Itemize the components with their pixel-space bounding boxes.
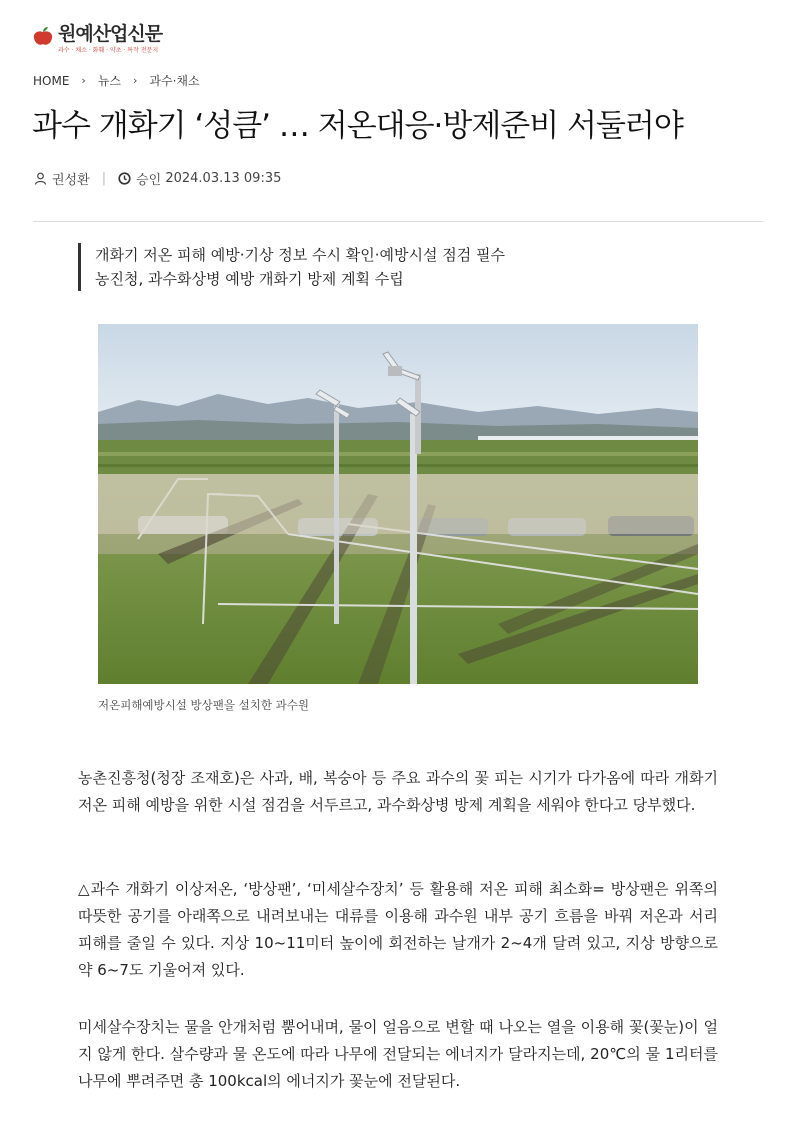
article-paragraph-2: △과수 개화기 이상저온, ‘방상팬’, ‘미세살수장치’ 등 활용해 저온 피해 최소화= 방상팬은 위쪽의 따뜻한 공기를 아래쪽으로 내려보내는 대류를 이용해 과수원 내부 공기 흐름을 바꿔 저온과 서리 피해를 줄일 수 있다. 지상 10~11미터 높이에 회전하는 날개가 2~4개 달려 있고, 지상 방향으로 약 6~7도 기울어져 있다.	[78, 880, 718, 979]
subheading-2: 농진청, 과수화상병 예방 개화기 방제 계획 수립	[95, 270, 404, 288]
meta-divider: |	[101, 171, 107, 186]
subheading-1: 개화기 저온 피해 예방·기상 정보 수시 확인·예방시설 점검 필수	[95, 246, 505, 264]
breadcrumb-home[interactable]: HOME	[33, 73, 70, 88]
photo-caption: 저온피해예방시설 방상팬을 설치한 과수원	[98, 698, 309, 712]
article-subheadings	[78, 243, 505, 291]
breadcrumb	[33, 72, 200, 89]
header-divider	[33, 221, 763, 222]
article-title: 과수 개화기 ‘성큼’ … 저온대응·방제준비 서둘러야	[32, 108, 683, 144]
article-meta	[34, 169, 281, 188]
approved-label: 승인	[136, 173, 162, 188]
site-tagline: 과수 · 채소 · 화훼 · 약초 · 특작 전문지	[58, 47, 159, 54]
approved-datetime: 2024.03.13 09:35	[165, 171, 282, 186]
breadcrumb-news[interactable]: 뉴스	[97, 74, 121, 88]
site-logo[interactable]	[32, 24, 162, 55]
user-icon	[34, 172, 47, 185]
chevron-right-icon: ›	[81, 74, 86, 87]
article-photo[interactable]	[98, 324, 698, 684]
site-name: 원예산업신문	[58, 23, 163, 45]
orchard-frost-fan-image	[98, 324, 698, 684]
chevron-right-icon: ›	[133, 74, 138, 87]
apple-logo-icon	[32, 26, 54, 48]
article-paragraph-1: 농촌진흥청(청장 조재호)은 사과, 배, 복숭아 등 주요 과수의 꽃 피는 시기가 다가옴에 따라 개화기 저온 피해 예방을 위한 시설 점검을 서두르고, 과수화상병 방제 계획을 세워야 한다고 당부했다.	[78, 769, 718, 814]
clock-icon	[118, 172, 131, 185]
breadcrumb-category[interactable]: 과수·채소	[149, 74, 200, 88]
author-name[interactable]: 권성환	[52, 173, 90, 188]
article-paragraph-3: 미세살수장치는 물을 안개처럼 뿜어내며, 물이 얼음으로 변할 때 나오는 열을 이용해 꽃(꽃눈)이 얼지 않게 한다. 살수량과 물 온도에 따라 나무에 전달되는 에너지가 달라지는데, 20℃의 물 1리터를 나무에 뿌려주면 총 100kcal의 에너지가 꽃눈에 전달된다.	[78, 1018, 719, 1090]
